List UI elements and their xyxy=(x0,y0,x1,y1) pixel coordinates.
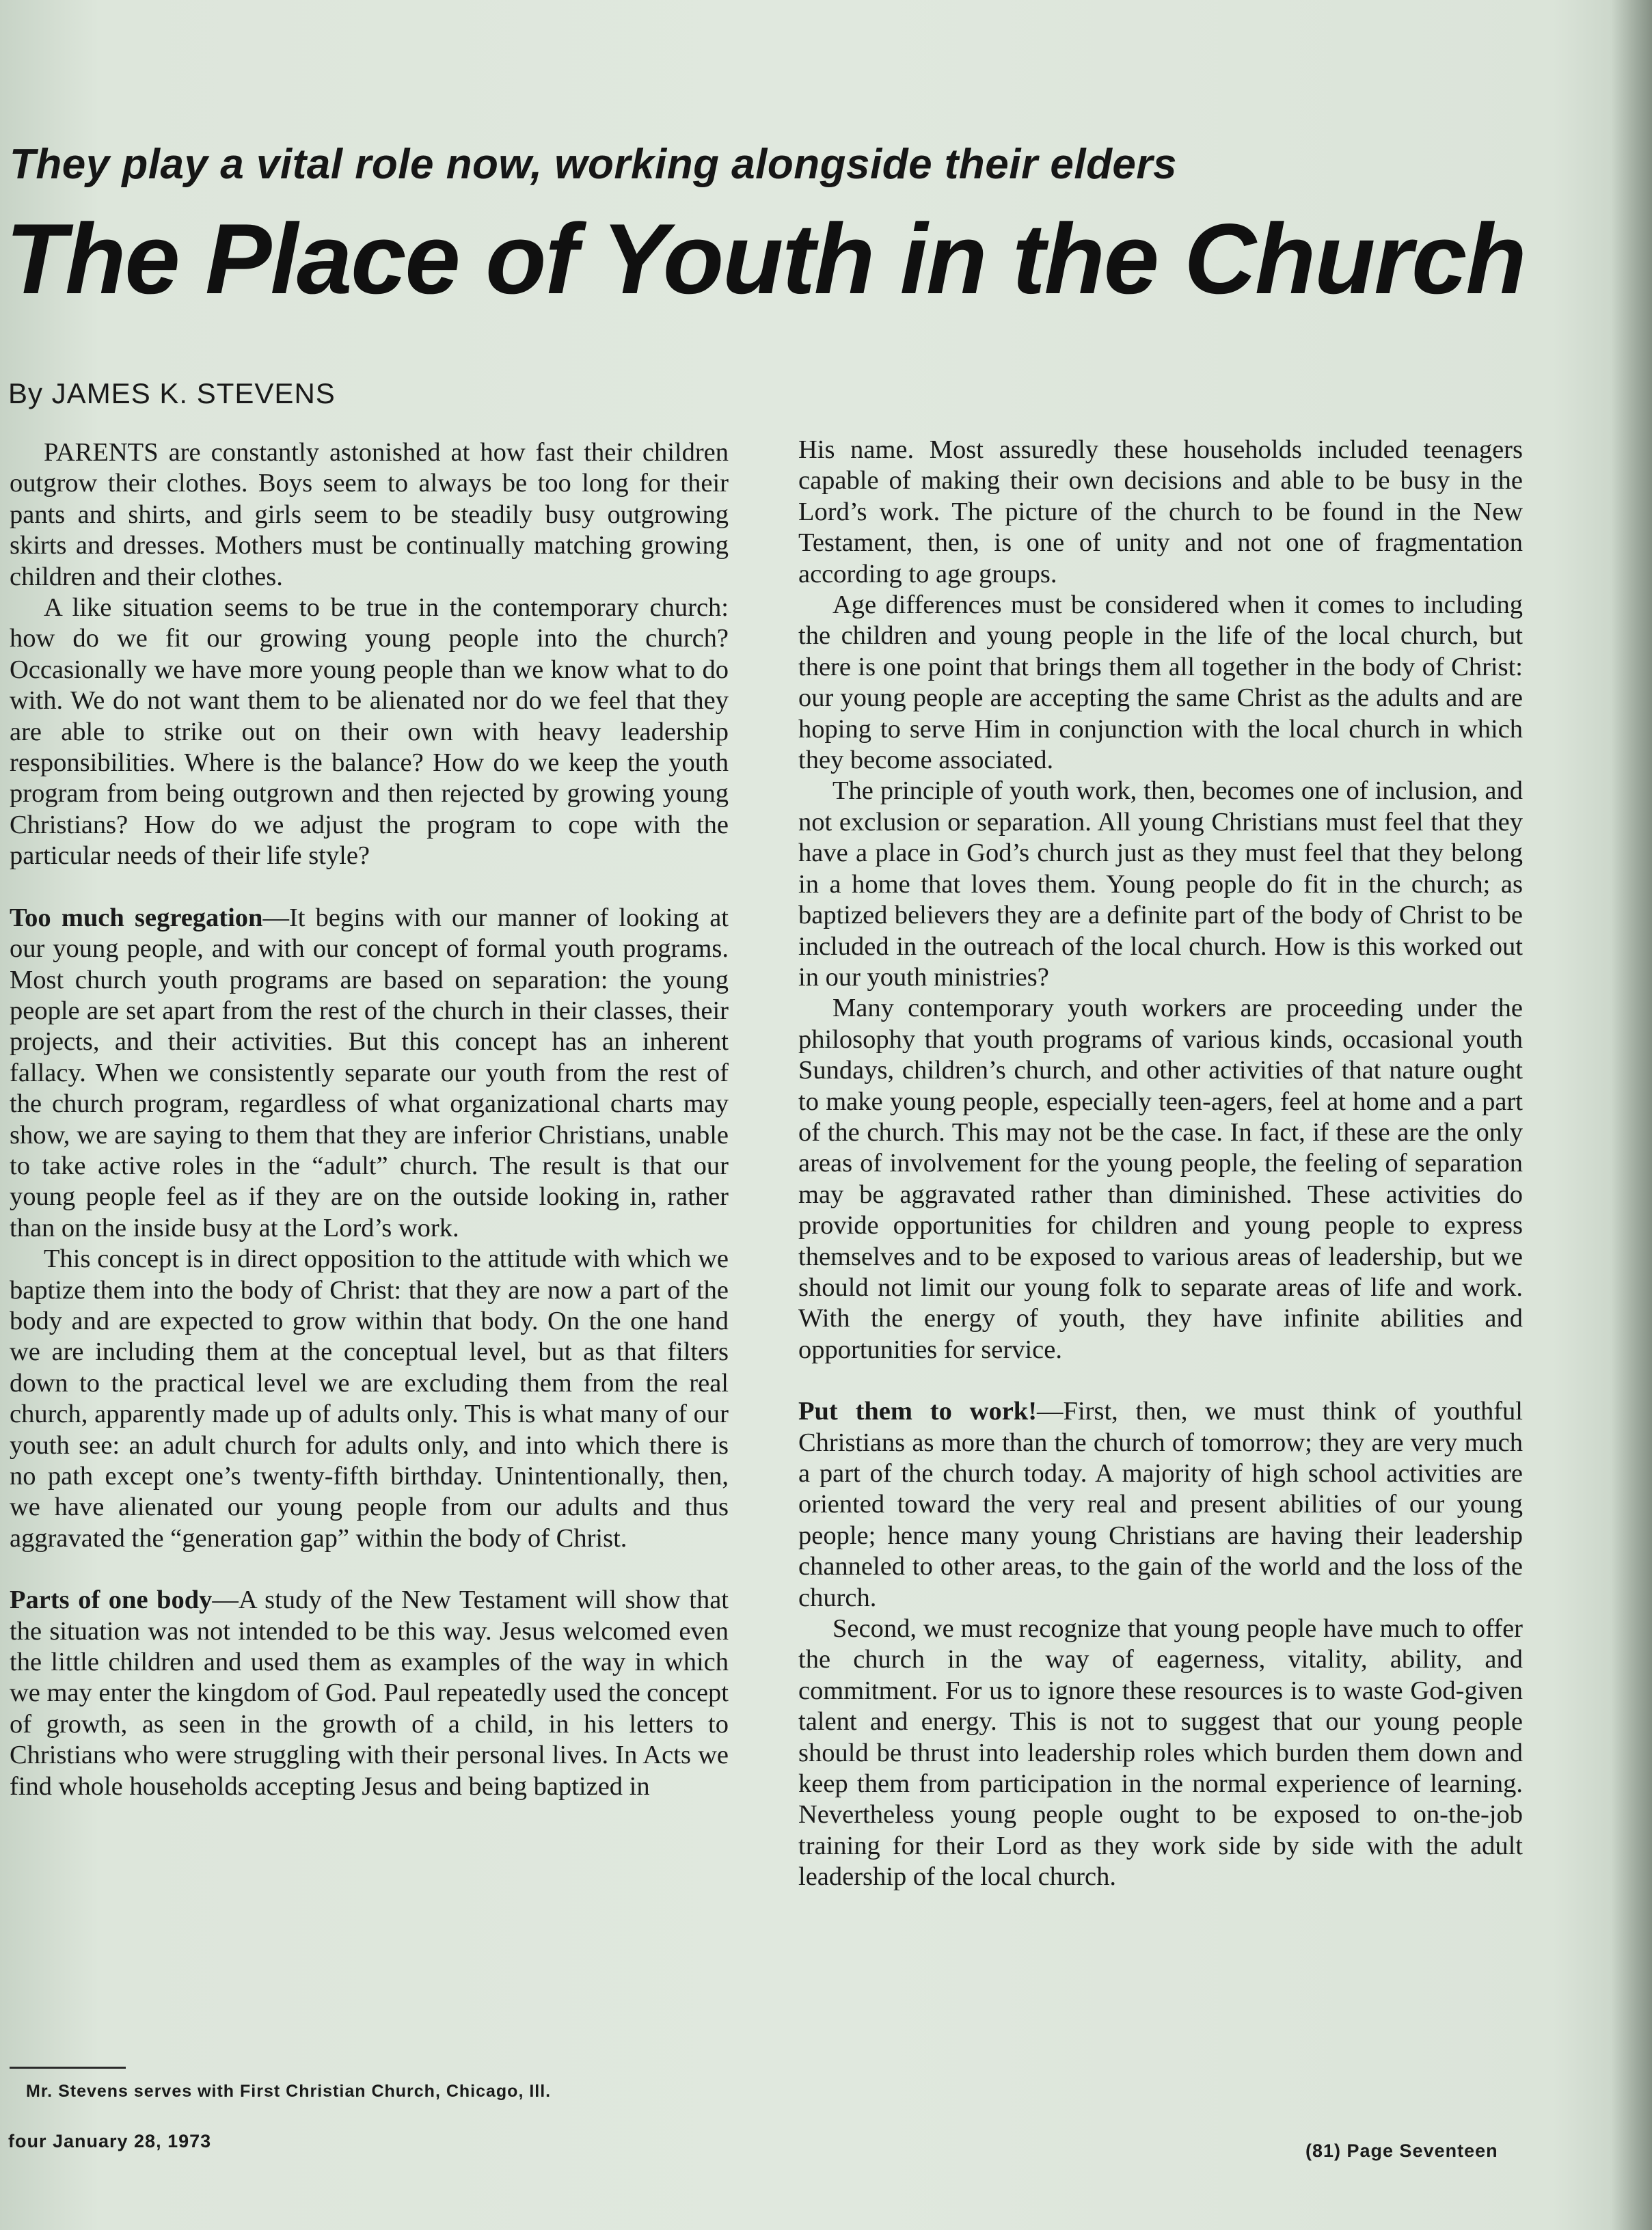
paragraph-text: —It begins with our manner of looking at our young people, and with our concept of formal youth programs. Most church youth programs are based on separation: the young people are set apart from the rest of the church in their classes, their projects, and their activities. But this concept has an inherent fallacy. When we consistently separate our youth from the rest of the church program, regardless of what organizational charts may show, we are saying to them that they are inferior Christians, unable to take active roles in the “adult” church. The result is that our young people feel as if they are on the outside looking in, rather than on the inside busy at the Lord’s work. xyxy=(10,903,729,1242)
paragraph: His name. Most assuredly these households included teenagers capable of making their own decisions and able to be busy in the Lord’s work. The picture of the church to be found in the New Testament, then, is one of unity and not one of fragmentation according to age groups. xyxy=(798,435,1523,588)
footnote-rule xyxy=(10,2067,126,2069)
right-column xyxy=(798,435,1523,1893)
paragraph-text: —A study of the New Testament will show that the situation was not intended to be this way. Jesus welcomed even the little children and used them as examples of the way in which we may enter the kingdom of God. Paul repeatedly used the concept of growth, as seen in the growth of a child, in his letters to Christians who were struggling with their personal lives. In Acts we find whole households accepting Jesus and being baptized in xyxy=(10,1586,729,1801)
section-paragraph xyxy=(10,903,729,1244)
paragraph: This concept is in direct opposition to the attitude with which we baptize them into the body of Christ: that they are now a part of the body and are expected to grow within that body. On the one hand we are including them at the conceptual level, but as that filters down to the practical level we are excluding them from the real church, apparently made up of adults only. This is what many of our youth see: an adult church for adults only, and into which there is no path except one’s twenty-fifth birthday. Unintentionally, then, we have alienated our young people from our adults and thus aggravated the “generation gap” within the body of Christ. xyxy=(10,1245,729,1553)
section-heading: Put them to work! xyxy=(798,1397,1038,1426)
left-column xyxy=(10,437,729,1802)
article-kicker: They play a vital role now, working alongside their elders xyxy=(10,141,1178,188)
footnote: Mr. Stevens serves with First Christian Church, Chicago, Ill. xyxy=(26,2082,552,2101)
paragraph: Second, we must recognize that young people have much to offer the church in the way of eagerness, vitality, ability, and commitment. For us to ignore these resources is to waste God-given talent and energy. This is not to suggest that our young people should be thrust into leadership roles which burden them down and keep them from participation in the normal experience of learning. Nevertheless young people ought to be exposed to on-the-job training for their Lord as they work side by side with the adult leadership of the local church. xyxy=(798,1614,1523,1892)
section-heading: Parts of one body xyxy=(10,1586,213,1615)
folio-date: four January 28, 1973 xyxy=(8,2131,212,2151)
paragraph: Many contemporary youth workers are proceeding under the philosophy that youth programs of various kinds, occasional youth Sundays, children’s church, and other activities of that nature ought to make young people, especially teen-agers, feel at home and a part of the church. This may not be the case. In fact, if these are the only areas of involvement for the young people, the feeling of separation may be aggravated rather than diminished. These activities do provide opportunities for children and young people to express themselves and to be exposed to various areas of leadership, but we should not limit our young folk to separate areas of life and work. With the energy of youth, they have infinite abilities and opportunities for service. xyxy=(798,994,1523,1364)
paragraph: The principle of youth work, then, becomes one of inclusion, and not exclusion or separation. All young Christians must feel that they have a place in God’s church just as they must feel that they belong in a home that loves them. Young people do fit in the church; as baptized believers they are a definite part of the body of Christ to be included in the outreach of the local church. How is this worked out in our youth ministries? xyxy=(798,776,1523,992)
section-paragraph xyxy=(10,1585,729,1802)
paragraph-text: —First, then, we must think of youthful Christians as more than the church of tomorrow; they are very much a part of the church today. A majority of high school activities are oriented toward the very real and present abilities of our young people; hence many young Christians are having their leadership channeled to other areas, to the gain of the world and the loss of the church. xyxy=(798,1397,1523,1612)
article-byline: By JAMES K. STEVENS xyxy=(8,377,336,409)
paragraph: PARENTS are constantly astonished at how fast their children outgrow their clothes. Boys seem to always be too long for their pants and shirts, and girls seem to be steadily busy outgrowing skirts and dresses. Mothers must be continually matching growing children and their clothes. xyxy=(10,438,729,591)
paragraph: Age differences must be considered when it comes to including the children and young people in the life of the local church, but there is one point that brings them all together in the body of Christ: our young people are accepting the same Christ as the adults and are hoping to serve Him in conjunction with the local church in which they become associated. xyxy=(798,590,1523,775)
section-heading: Too much segregation xyxy=(10,903,263,932)
page-edge-shadow xyxy=(1611,0,1652,2230)
paragraph: A like situation seems to be true in the contemporary church: how do we fit our growing young people into the church? Occasionally we have more young people than we know what to do with. We do not want them to be alienated nor do we feel that they are able to strike out on their own with heavy leadership responsibilities. Where is the balance? How do we keep the youth program from being outgrown and then rejected by growing young Christians? How do we adjust the program to cope with the particular needs of their life style? xyxy=(10,593,729,871)
article-title: The Place of Youth in the Church xyxy=(5,203,1526,314)
folio-page-number: (81) Page Seventeen xyxy=(1305,2140,1498,2161)
section-paragraph xyxy=(798,1396,1523,1614)
